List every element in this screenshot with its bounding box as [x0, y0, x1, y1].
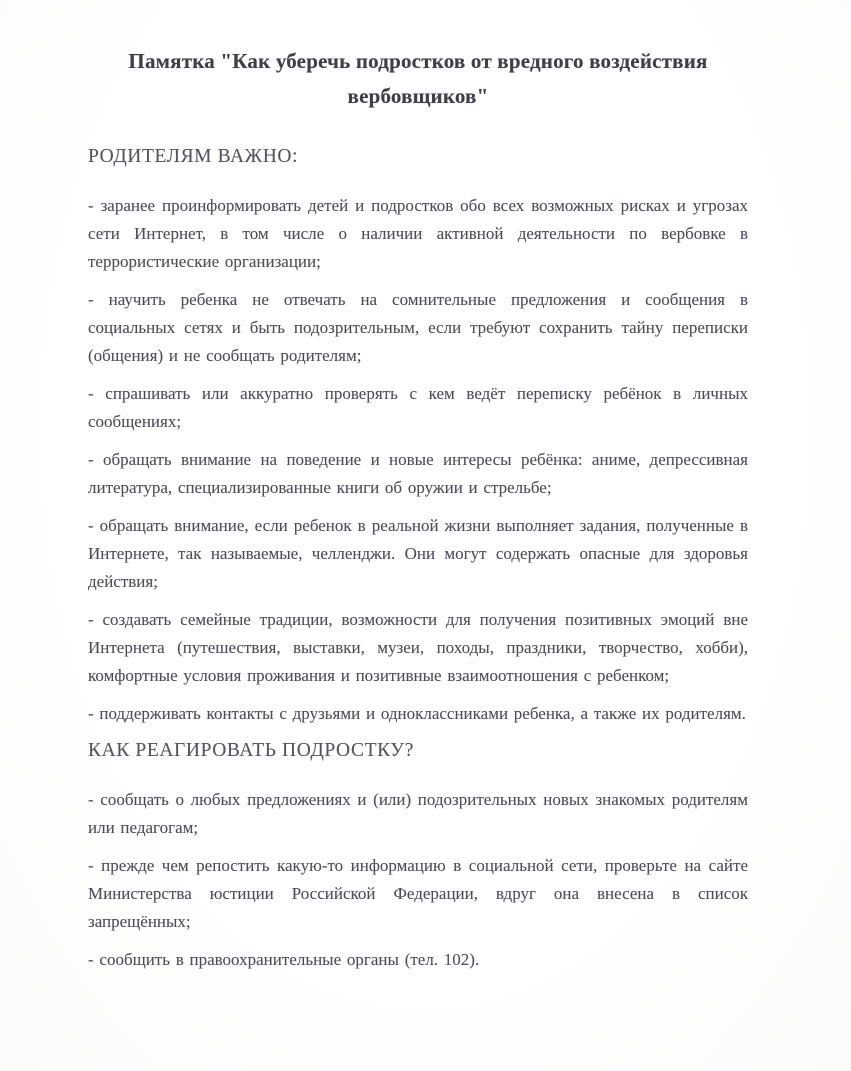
paragraph-watch-challenges: - обращать внимание, если ребенок в реальной жизни выполняет задания, полученные в Интернете, так называемые, челленджи. Они могут содержать опасные для здоровья действия; [88, 516, 748, 591]
paragraph-report-offers: - сообщать о любых предложениях и (или) подозрительных новых знакомых родителям или педагогам; [88, 790, 748, 837]
document-title: Памятка "Как уберечь подростков от вредного воздействия вербовщиков" [128, 49, 708, 108]
paragraph-teach-child: - научить ребенка не отвечать на сомнительные предложения и сообщения в социальных сетях и быть подозрительным, если требуют сохранить тайну переписки (общения) и не сообщать родителям; [88, 290, 748, 365]
paragraph-keep-contacts: - поддерживать контакты с друзьями и одноклассниками ребенка, а также их родителям. [88, 704, 746, 723]
section-heading-teenager: КАК РЕАГИРОВАТЬ ПОДРОСТКУ? [88, 740, 414, 761]
section-heading-parents: РОДИТЕЛЯМ ВАЖНО: [88, 146, 299, 167]
paragraph-check-before-repost: - прежде чем репостить какую-то информацию в социальной сети, проверьте на сайте Министерства юстиции Российской Федерации, вдруг она внесена в список запрещённых; [88, 856, 748, 931]
paragraph-inform-risks: - заранее проинформировать детей и подростков обо всех возможных рисках и угрозах сети Интернет, в том числе о наличии активной деятельности по вербовке в террористические организации; [88, 196, 748, 271]
paragraph-check-messages: - спрашивать или аккуратно проверять с кем ведёт переписку ребёнок в личных сообщениях; [88, 384, 748, 431]
paragraph-watch-interests: - обращать внимание на поведение и новые интересы ребёнка: аниме, депрессивная литература, специализированные книги об оружии и стрельбе; [88, 450, 748, 497]
section-parents [88, 144, 748, 728]
section-teenager [88, 738, 748, 974]
paragraph-report-police: - сообщить в правоохранительные органы (тел. 102). [88, 950, 480, 969]
paragraph-family-traditions: - создавать семейные традиции, возможности для получения позитивных эмоций вне Интернета (путешествия, выставки, музеи, походы, праздники, творчество, хобби), комфортные условия проживания и позитивные взаимоотношения с ребенком; [88, 610, 748, 685]
